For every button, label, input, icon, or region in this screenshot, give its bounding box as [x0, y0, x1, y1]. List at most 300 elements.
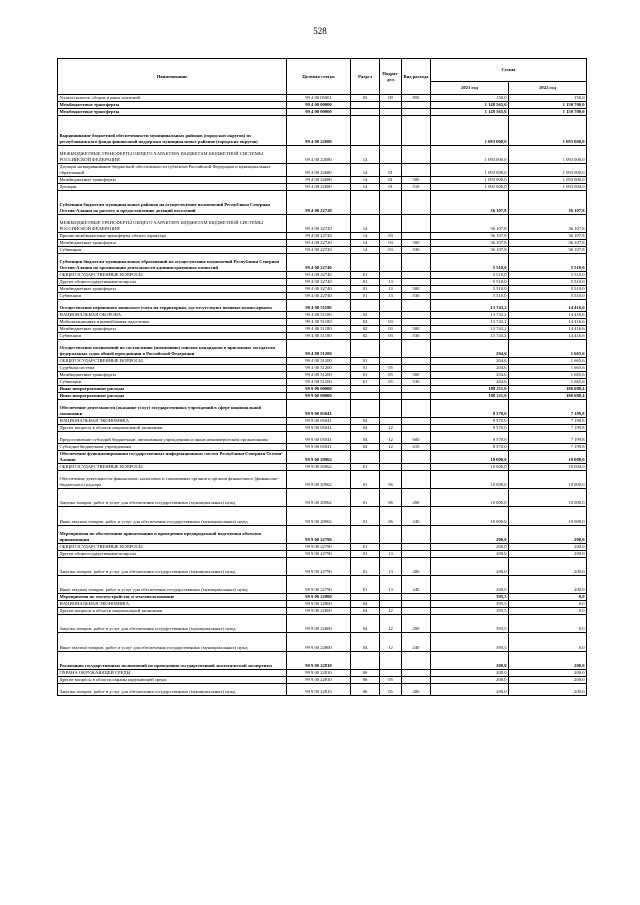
row-amount-2022: 14 416,6 — [509, 299, 587, 311]
row-code: 99 9 00 22800 — [287, 615, 351, 633]
row-expense-type: 500 — [402, 371, 431, 378]
row-code: 99 4 00 22720 — [287, 240, 351, 247]
row-name: Другие вопросы в области национальной экономики — [58, 424, 287, 431]
header-section: Раздел — [351, 59, 380, 95]
row-subsection: 05 — [380, 371, 402, 378]
row-expense-type — [402, 365, 431, 372]
row-code: 99 9 00 22790 — [287, 557, 351, 575]
table-row — [58, 299, 587, 311]
row-subsection: 12 — [380, 608, 402, 615]
row-code: 99 4 00 22740 — [287, 279, 351, 286]
row-amount-2022: 0,0 — [509, 601, 587, 608]
row-expense-type: 500 — [402, 176, 431, 183]
table-row — [58, 358, 587, 365]
row-amount-2022: 14 416,6 — [509, 319, 587, 326]
row-amount-2022: 36 107,8 — [509, 247, 587, 254]
row-code: 99 4 00 51180 — [287, 332, 351, 339]
row-amount-2021: 1 148 565,6 — [431, 108, 509, 115]
row-code: 99 9 00 22810 — [287, 676, 351, 683]
table-row — [58, 392, 587, 399]
row-amount-2022: 0,0 — [509, 608, 587, 615]
table-row — [58, 312, 587, 319]
row-subsection — [380, 214, 402, 232]
row-amount-2021: 10 000,0 — [431, 489, 509, 507]
row-amount-2022: 200,0 — [509, 550, 587, 557]
row-amount-2022: 7 199,8 — [509, 424, 587, 431]
header-code: Целевая статья — [287, 59, 351, 95]
row-name: Реализация государственных полномочий по проведению государственной экологической экспертизы — [58, 651, 287, 669]
row-section: 14 — [351, 176, 380, 183]
row-subsection: 13 — [380, 292, 402, 299]
table-row — [58, 633, 587, 651]
table-row — [58, 385, 587, 392]
row-amount-2021: 395,5 — [431, 594, 509, 601]
table-row — [58, 286, 587, 293]
row-amount-2021: 150,0 — [431, 95, 509, 102]
row-amount-2022: 10 000,0 — [509, 451, 587, 464]
row-expense-type — [402, 299, 431, 311]
row-amount-2021: 5 510,0 — [431, 272, 509, 279]
row-expense-type — [402, 164, 431, 177]
row-amount-2022: 5 510,0 — [509, 279, 587, 286]
row-section: 06 — [351, 676, 380, 683]
row-expense-type — [402, 339, 431, 357]
row-subsection: 06 — [380, 507, 402, 525]
row-amount-2022: 200,0 — [509, 543, 587, 550]
row-expense-type — [402, 543, 431, 550]
row-section: 02 — [351, 326, 380, 333]
row-subsection: 03 — [380, 332, 402, 339]
row-name: Межбюджетные трансферты — [58, 108, 287, 115]
row-amount-2022: 5 510,0 — [509, 286, 587, 293]
row-expense-type — [402, 253, 431, 271]
row-code: 99 9 00 05041 — [287, 417, 351, 424]
row-amount-2021: 204,6 — [431, 371, 509, 378]
row-section — [351, 101, 380, 108]
row-expense-type — [402, 417, 431, 424]
row-code: 99 9 00 20962 — [287, 463, 351, 470]
row-expense-type — [402, 145, 431, 163]
row-expense-type: 240 — [402, 507, 431, 525]
row-expense-type: 530 — [402, 292, 431, 299]
row-code: 99 9 00 20962 — [287, 507, 351, 525]
row-amount-2021: 8 570,0 — [431, 444, 509, 451]
row-subsection: 06 — [380, 470, 402, 488]
row-expense-type: 200 — [402, 557, 431, 575]
row-name: МЕЖБЮДЖЕТНЫЕ ТРАНСФЕРТЫ ОБЩЕГО ХАРАКТЕРА БЮДЖЕТАМ БЮДЖЕТНОЙ СИСТЕМЫ РОССИЙСКОЙ ФЕДЕРАЦИИ — [58, 214, 287, 232]
row-code: 99 4 00 22740 — [287, 253, 351, 271]
row-name: Иные закупки товаров, работ и услуг для обеспечения государственных (муниципальных) нужд — [58, 507, 287, 525]
row-expense-type — [402, 399, 431, 417]
row-code: 99 9 00 22800 — [287, 633, 351, 651]
row-amount-2021: 204,6 — [431, 378, 509, 385]
row-amount-2022: 200,0 — [509, 676, 587, 683]
row-code: 99 9 00 22800 — [287, 594, 351, 601]
row-subsection — [380, 525, 402, 543]
row-section: 04 — [351, 601, 380, 608]
table-row — [58, 676, 587, 683]
table-row — [58, 240, 587, 247]
row-subsection — [380, 601, 402, 608]
row-amount-2022: 14 416,6 — [509, 326, 587, 333]
row-amount-2022: 150,0 — [509, 95, 587, 102]
table-row — [58, 233, 587, 240]
row-code: 99 9 00 05041 — [287, 399, 351, 417]
row-amount-2021: 36 107,8 — [431, 247, 509, 254]
row-section: 04 — [351, 424, 380, 431]
row-expense-type — [402, 272, 431, 279]
row-subsection — [380, 399, 402, 417]
row-name: ОБЩЕГОСУДАРСТВЕННЫЕ ВОПРОСЫ — [58, 543, 287, 550]
table-row — [58, 145, 587, 163]
row-subsection — [380, 190, 402, 214]
row-name: Субвенции — [58, 292, 287, 299]
row-name: Мероприятия по обеспечению приватизации и проведению предпродажной подготовки объектов приватизации — [58, 525, 287, 543]
row-name: Мобилизационная и вневойсковая подготовка — [58, 319, 287, 326]
row-amount-2021: 200,0 — [431, 543, 509, 550]
row-subsection: 03 — [380, 247, 402, 254]
row-expense-type — [402, 424, 431, 431]
header-year-2021: 2021 год — [431, 82, 509, 95]
row-amount-2022: 1 093 000,0 — [509, 164, 587, 177]
row-expense-type — [402, 101, 431, 108]
row-amount-2021: 395,5 — [431, 615, 509, 633]
row-code: 99 4 00 22720 — [287, 233, 351, 240]
row-amount-2021: 200,0 — [431, 550, 509, 557]
row-amount-2021: 188 211,0 — [431, 392, 509, 399]
row-section: 04 — [351, 633, 380, 651]
row-name: Субсидии бюджетным учреждениям — [58, 444, 287, 451]
row-expense-type: 240 — [402, 633, 431, 651]
row-subsection — [380, 339, 402, 357]
row-section: 04 — [351, 431, 380, 443]
table-row — [58, 190, 587, 214]
row-subsection — [380, 312, 402, 319]
table-row — [58, 399, 587, 417]
row-amount-2022: 10 000,0 — [509, 463, 587, 470]
row-code: 99 9 00 22790 — [287, 525, 351, 543]
row-amount-2021: 5 510,0 — [431, 286, 509, 293]
row-amount-2021: 1 093 000,0 — [431, 145, 509, 163]
row-section — [351, 115, 380, 145]
row-code: 99 4 00 22680 — [287, 164, 351, 177]
row-code: 99 4 00 05001 — [287, 95, 351, 102]
row-section: 06 — [351, 669, 380, 676]
row-name: ОБЩЕГОСУДАРСТВЕННЫЕ ВОПРОСЫ — [58, 272, 287, 279]
row-amount-2021: 36 107,8 — [431, 240, 509, 247]
row-code: 99 4 00 22720 — [287, 190, 351, 214]
row-amount-2022: 186 688,4 — [509, 385, 587, 392]
row-amount-2021: 36 107,8 — [431, 233, 509, 240]
row-section: 01 — [351, 557, 380, 575]
row-subsection: 06 — [380, 489, 402, 507]
row-name: МЕЖБЮДЖЕТНЫЕ ТРАНСФЕРТЫ ОБЩЕГО ХАРАКТЕРА БЮДЖЕТАМ БЮДЖЕТНОЙ СИСТЕМЫ РОССИЙСКОЙ ФЕДЕРАЦИИ — [58, 145, 287, 163]
row-amount-2022: 0,0 — [509, 615, 587, 633]
row-amount-2022: 7 199,8 — [509, 399, 587, 417]
row-expense-type: 850 — [402, 95, 431, 102]
row-subsection — [380, 463, 402, 470]
row-subsection — [380, 145, 402, 163]
row-amount-2021: 204,6 — [431, 339, 509, 357]
row-code: 99 4 00 51200 — [287, 358, 351, 365]
row-code: 99 4 00 51200 — [287, 378, 351, 385]
row-subsection: 12 — [380, 633, 402, 651]
row-name: Обеспечение функционирования государственных информационных систем Республики Северная Осетия-Алания — [58, 451, 287, 464]
table-row — [58, 365, 587, 372]
row-amount-2022: 1 150 700,0 — [509, 101, 587, 108]
row-name: Обеспечение деятельности (оказание услуг) государственных учреждений в сфере национальной экономики — [58, 399, 287, 417]
row-name: Субвенция бюджетам муниципальных районов на осуществление полномочий Республики Северная Осетия-Алания по расчету и предоставлению дотаций поселений — [58, 190, 287, 214]
row-expense-type: 200 — [402, 683, 431, 695]
row-amount-2021: 200,0 — [431, 683, 509, 695]
row-amount-2021: 204,6 — [431, 358, 509, 365]
row-subsection: 05 — [380, 378, 402, 385]
row-code: 99 4 00 22720 — [287, 247, 351, 254]
table-row — [58, 95, 587, 102]
row-section: 02 — [351, 332, 380, 339]
row-subsection: 13 — [380, 550, 402, 557]
row-expense-type — [402, 451, 431, 464]
row-amount-2021: 13 743,2 — [431, 319, 509, 326]
row-name: Уплата налогов, сборов и иных платежей — [58, 95, 287, 102]
row-subsection: 05 — [380, 365, 402, 372]
row-amount-2022: 14 416,6 — [509, 312, 587, 319]
table-row — [58, 292, 587, 299]
row-amount-2022: 1 150 700,0 — [509, 108, 587, 115]
table-header — [58, 59, 587, 95]
row-code: 99 9 00 22790 — [287, 576, 351, 594]
row-expense-type: 500 — [402, 326, 431, 333]
row-name: Иные закупки товаров, работ и услуг для обеспечения государственных (муниципальных) нужд — [58, 633, 287, 651]
row-code: 99 9 00 22810 — [287, 651, 351, 669]
row-subsection — [380, 108, 402, 115]
row-section: 04 — [351, 444, 380, 451]
table-row — [58, 615, 587, 633]
row-section — [351, 385, 380, 392]
row-subsection: 01 — [380, 164, 402, 177]
row-expense-type: 240 — [402, 576, 431, 594]
row-amount-2021: 8 570,0 — [431, 399, 509, 417]
row-name: Закупка товаров, работ и услуг для обеспечения государственных (муниципальных) нужд — [58, 557, 287, 575]
row-section: 01 — [351, 543, 380, 550]
row-section — [351, 399, 380, 417]
row-expense-type — [402, 233, 431, 240]
row-section: 01 — [351, 292, 380, 299]
row-name: Обеспечение деятельности финансовых, налоговых и таможенных органов и органов финансового (финансово-бюджетного) надзора — [58, 470, 287, 488]
row-expense-type — [402, 385, 431, 392]
table-row — [58, 378, 587, 385]
row-name: Субвенции — [58, 247, 287, 254]
row-section — [351, 451, 380, 464]
row-name: Субвенции — [58, 332, 287, 339]
row-amount-2022: 1 665,6 — [509, 371, 587, 378]
table-row — [58, 683, 587, 695]
row-code: 99 4 00 22720 — [287, 214, 351, 232]
row-amount-2022: 186 688,4 — [509, 392, 587, 399]
row-amount-2022: 200,0 — [509, 683, 587, 695]
row-name: НАЦИОНАЛЬНАЯ ОБОРОНА — [58, 312, 287, 319]
row-section: 01 — [351, 550, 380, 557]
row-amount-2022: 5 510,0 — [509, 272, 587, 279]
table-row — [58, 176, 587, 183]
row-expense-type — [402, 550, 431, 557]
row-expense-type — [402, 279, 431, 286]
row-amount-2022: 0,0 — [509, 594, 587, 601]
row-expense-type — [402, 594, 431, 601]
row-amount-2021: 1 093 000,0 — [431, 115, 509, 145]
row-subsection: 12 — [380, 424, 402, 431]
row-amount-2022: 1 093 000,0 — [509, 176, 587, 183]
row-section: 01 — [351, 272, 380, 279]
row-amount-2022: 7 199,8 — [509, 417, 587, 424]
row-code: 99 4 00 22680 — [287, 115, 351, 145]
row-code: 99 9 00 22800 — [287, 608, 351, 615]
row-code: 99 4 00 00000 — [287, 108, 351, 115]
row-amount-2022: 5 510,0 — [509, 253, 587, 271]
row-section: 06 — [351, 683, 380, 695]
row-name: Субвенции — [58, 378, 287, 385]
row-expense-type — [402, 470, 431, 488]
row-section: 02 — [351, 319, 380, 326]
row-subsection: 13 — [380, 576, 402, 594]
row-amount-2021: 200,0 — [431, 557, 509, 575]
row-code: 99 4 00 51200 — [287, 339, 351, 357]
row-code: 99 9 00 05041 — [287, 444, 351, 451]
budget-table — [57, 58, 587, 696]
row-expense-type — [402, 392, 431, 399]
row-amount-2021: 200,0 — [431, 525, 509, 543]
row-section — [351, 339, 380, 357]
row-section: 01 — [351, 378, 380, 385]
row-section: 14 — [351, 164, 380, 177]
table-row — [58, 601, 587, 608]
row-subsection: 03 — [380, 326, 402, 333]
row-amount-2021: 5 510,0 — [431, 253, 509, 271]
row-amount-2022: 10 000,0 — [509, 470, 587, 488]
row-name: Выравнивание бюджетной обеспеченности муниципальных районов (городских округов) из республиканского фонда финансовой поддержки муниципальных районов (городских округов) — [58, 115, 287, 145]
row-expense-type: 530 — [402, 247, 431, 254]
row-section: 01 — [351, 489, 380, 507]
row-section: 14 — [351, 183, 380, 190]
row-section: 14 — [351, 145, 380, 163]
row-name: Закупка товаров, работ и услуг для обеспечения государственных (муниципальных) нужд — [58, 489, 287, 507]
row-expense-type: 500 — [402, 286, 431, 293]
row-name: Дотации на выравнивание бюджетной обеспеченности субъектов Российской Федерации и муниципальных образований — [58, 164, 287, 177]
row-code: 99 9 00 22790 — [287, 550, 351, 557]
row-code: 99 4 00 22740 — [287, 272, 351, 279]
row-expense-type: 200 — [402, 615, 431, 633]
row-amount-2021: 10 000,0 — [431, 463, 509, 470]
table-row — [58, 326, 587, 333]
row-section: 14 — [351, 233, 380, 240]
row-expense-type — [402, 214, 431, 232]
row-subsection: 09 — [380, 95, 402, 102]
row-subsection: 12 — [380, 431, 402, 443]
table-row — [58, 332, 587, 339]
row-section — [351, 651, 380, 669]
row-name: Судебная система — [58, 365, 287, 372]
row-name: Межбюджетные трансферты — [58, 240, 287, 247]
row-name: Осуществление полномочий по составлению (изменению) списков кандидатов в присяжные заседатели федеральных судов общей юрисдикции в Российской Федерации — [58, 339, 287, 357]
row-amount-2021: 5 510,0 — [431, 292, 509, 299]
page-number: 528 — [313, 26, 327, 36]
row-amount-2022: 1 665,6 — [509, 358, 587, 365]
header-subsection: Подраз-дел — [380, 59, 402, 95]
row-section: 01 — [351, 365, 380, 372]
row-section: 01 — [351, 470, 380, 488]
table-row — [58, 424, 587, 431]
row-subsection — [380, 392, 402, 399]
row-section — [351, 392, 380, 399]
row-expense-type: 500 — [402, 240, 431, 247]
row-name: Межбюджетные трансферты — [58, 371, 287, 378]
table-row — [58, 164, 587, 177]
row-expense-type — [402, 358, 431, 365]
table-row — [58, 371, 587, 378]
row-section: 01 — [351, 358, 380, 365]
row-subsection: 13 — [380, 286, 402, 293]
table-row — [58, 576, 587, 594]
row-subsection: 13 — [380, 557, 402, 575]
row-name: ОХРАНА ОКРУЖАЮЩЕЙ СРЕДЫ — [58, 669, 287, 676]
row-amount-2022: 1 093 000,0 — [509, 115, 587, 145]
row-expense-type — [402, 608, 431, 615]
row-section: 14 — [351, 214, 380, 232]
header-expense-type: Вид расхода — [402, 59, 431, 95]
row-section: 01 — [351, 463, 380, 470]
row-amount-2021: 395,5 — [431, 601, 509, 608]
row-subsection — [380, 417, 402, 424]
row-expense-type — [402, 190, 431, 214]
row-expense-type — [402, 319, 431, 326]
row-subsection — [380, 594, 402, 601]
row-code: 99 4 00 22740 — [287, 286, 351, 293]
row-name: Прочие межбюджетные трансферты общего характера — [58, 233, 287, 240]
row-code: 99 4 00 51180 — [287, 299, 351, 311]
row-code: 99 9 00 00000 — [287, 385, 351, 392]
row-amount-2021: 200,0 — [431, 576, 509, 594]
row-amount-2021: 395,5 — [431, 633, 509, 651]
row-name: Другие вопросы в области национальной экономики — [58, 608, 287, 615]
table-row — [58, 550, 587, 557]
row-section — [351, 253, 380, 271]
row-amount-2021: 204,6 — [431, 365, 509, 372]
row-amount-2021: 8 570,0 — [431, 431, 509, 443]
table-row — [58, 214, 587, 232]
row-name: Другие общегосударственные вопросы — [58, 550, 287, 557]
row-amount-2021: 8 570,0 — [431, 417, 509, 424]
row-amount-2022: 10 000,0 — [509, 489, 587, 507]
row-subsection — [380, 543, 402, 550]
table-row — [58, 417, 587, 424]
row-section — [351, 594, 380, 601]
table-row — [58, 247, 587, 254]
row-amount-2021: 36 107,8 — [431, 190, 509, 214]
row-section — [351, 190, 380, 214]
row-expense-type — [402, 651, 431, 669]
row-expense-type: 530 — [402, 378, 431, 385]
row-name: Иные непрограммные расходы — [58, 385, 287, 392]
row-name: Иные закупки товаров, работ и услуг для обеспечения государственных (муниципальных) нужд — [58, 576, 287, 594]
row-code: 99 4 00 22680 — [287, 176, 351, 183]
row-section: 01 — [351, 286, 380, 293]
row-amount-2021: 188 211,0 — [431, 385, 509, 392]
row-name: Межбюджетные трансферты — [58, 101, 287, 108]
table-row — [58, 183, 587, 190]
table-row — [58, 272, 587, 279]
row-name: Мероприятия по землеустройству и землепользованию — [58, 594, 287, 601]
row-code: 99 9 00 05041 — [287, 431, 351, 443]
